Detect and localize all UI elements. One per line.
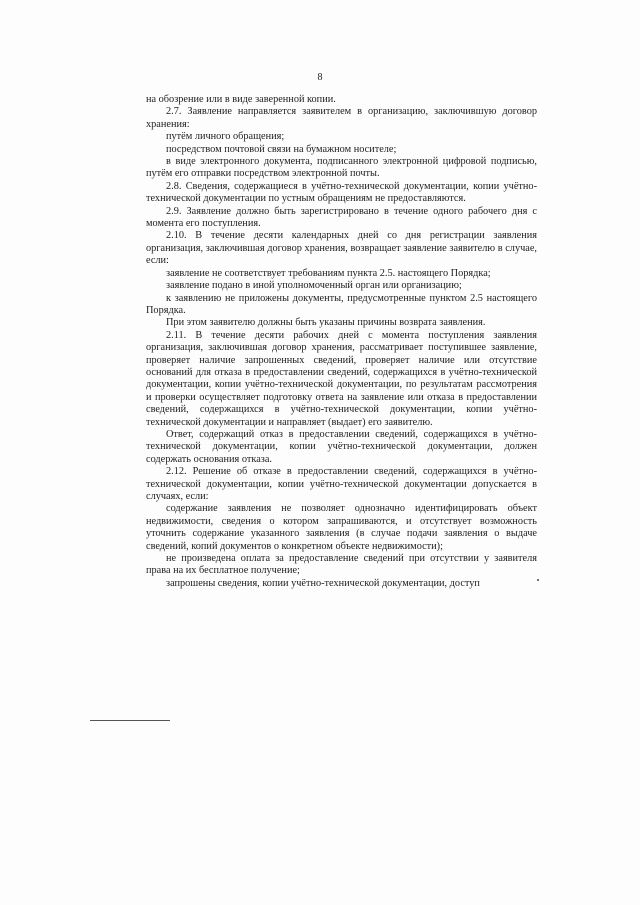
paragraph: При этом заявителю должны быть указаны причины возврата заявления. <box>166 317 486 329</box>
footnote-separator <box>90 720 170 721</box>
paragraph: 2.10. В течение десяти календарных дней со дня регистрации заявления организация, заключившая договор хранения, возвращает заявление заявителю в случае, если: <box>146 230 537 267</box>
paragraph: к заявлению не приложены документы, предусмотренные пунктом 2.5 настоящего Порядка. <box>146 292 537 316</box>
paragraph: 2.9. Заявление должно быть зарегистрировано в течение одного рабочего дня с момента его поступления. <box>146 205 537 230</box>
paragraph: 2.11. В течение десяти рабочих дней с момента поступления заявления организация, заключившая договор хранения, рассматривает поступившее заявление, проверяет наличие запрошенных сведений, проверяет наличие или отсутствие оснований для отказа в предоставлении сведений, содержащихся в учётно-технической документации, копии учётно-технической документации, по результатам рассмотрения и проверки осуществляет подготовку ответа на заявление или отказа в предоставлении сведений, содержащихся в учётно-технической документации, копии учётно-технической документации и направляет (выдает) его заявителю. <box>146 329 537 428</box>
paragraph: на обозрение или в виде заверенной копии. <box>146 94 336 105</box>
paragraph: 2.8. Сведения, содержащиеся в учётно-технической документации, копии учётно-технической документации по устным обращениям не предоставляются. <box>146 180 537 205</box>
paragraph: не произведена оплата за предоставление сведений при отсутствии у заявителя права на их бесплатное получение; <box>146 553 537 577</box>
paragraph: заявление подано в иной уполномоченный орган или организацию; <box>166 280 462 292</box>
paragraph: путём личного обращения; <box>166 131 285 143</box>
paragraph: Ответ, содержащий отказ в предоставлении сведений, содержащихся в учётно-технической документации, копии учётно-технической документации, должен содержать основания отказа. <box>146 428 537 465</box>
paragraph: 2.12. Решение об отказе в предоставлении сведений, содержащихся в учётно-технической документации, копии учётно-технической документации допускается в случаях, если: <box>146 466 537 502</box>
paragraph: 2.7. Заявление направляется заявителем в организацию, заключившую договор хранения: <box>146 106 537 130</box>
body-text <box>146 94 537 590</box>
scan-artifact <box>537 579 539 581</box>
paragraph: посредством почтовой связи на бумажном носителе; <box>166 143 397 155</box>
paragraph: в виде электронного документа, подписанного электронной цифровой подписью, путём его отправки посредством электронной почты. <box>146 156 537 180</box>
page-number: 8 <box>317 72 323 83</box>
paragraph: содержание заявления не позволяет однозначно идентифицировать объект недвижимости, сведения о котором запрашиваются, и отсутствует возможность уточнить содержание указанного заявления (в случае подачи заявления о выдаче сведений, копий документов о конкретном объекте недвижимости); <box>146 503 537 552</box>
paragraph: заявление не соответствует требованиям пункта 2.5. настоящего Порядка; <box>166 267 491 279</box>
paragraph: запрошены сведения, копии учётно-технической документации, доступ <box>166 577 480 589</box>
